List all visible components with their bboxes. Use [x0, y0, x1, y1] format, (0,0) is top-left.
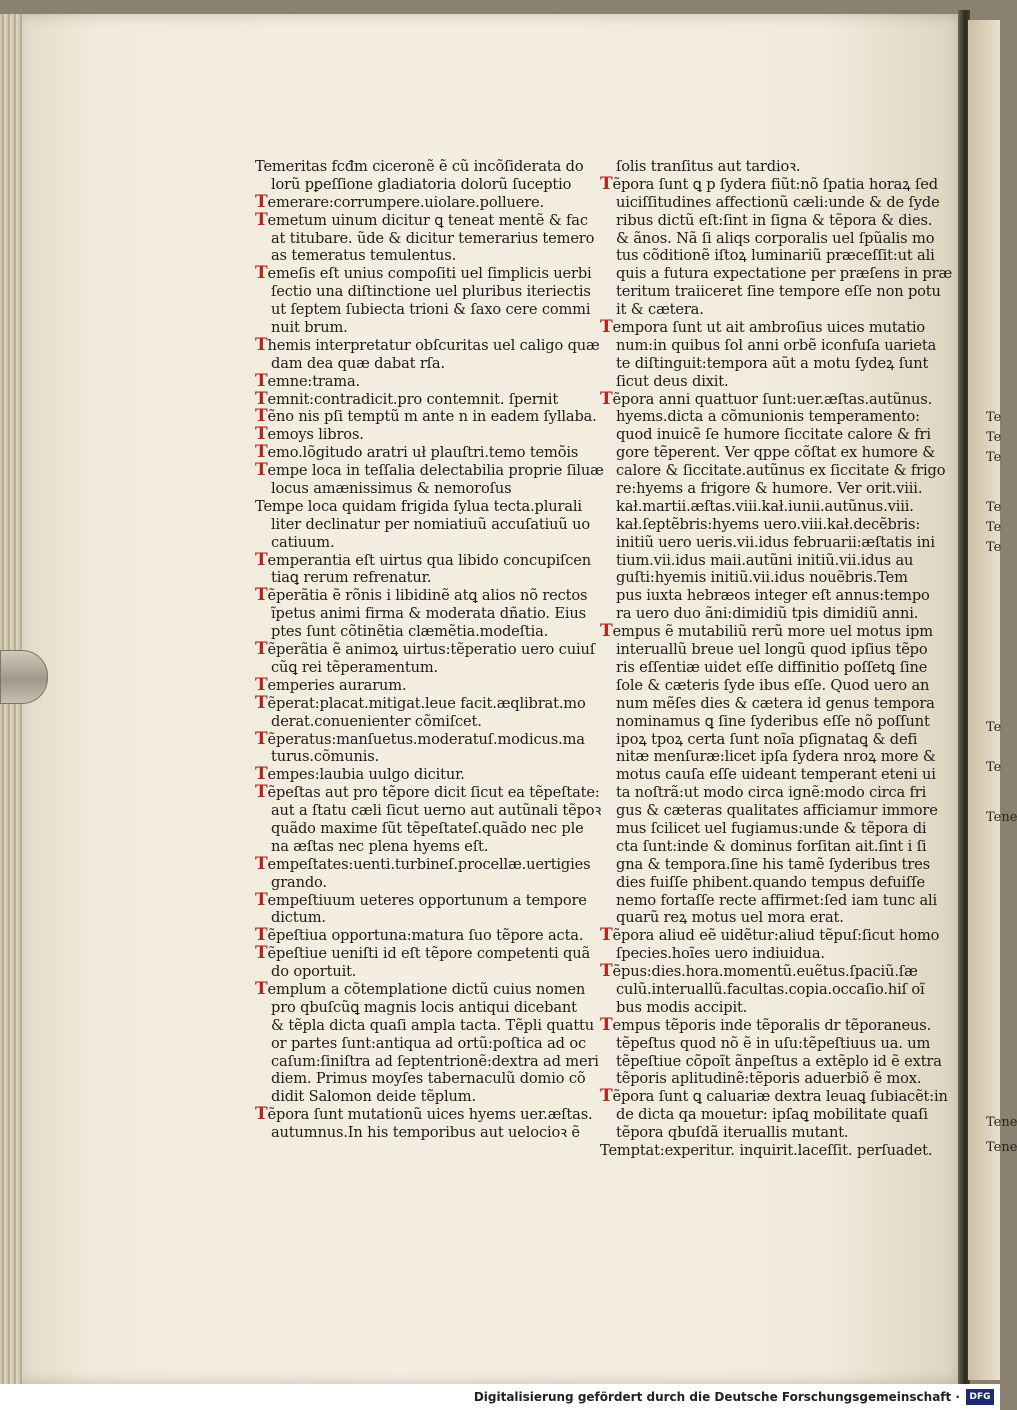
text-line [255, 1016, 594, 1035]
line-text: mus ſcilicet uel fugiamus:unde & tẽpora di [616, 819, 927, 837]
text-line [600, 283, 941, 301]
rubricated-initial: T [600, 621, 613, 642]
next-page-edge [968, 20, 1017, 1380]
text-line [255, 713, 567, 731]
text-line [255, 838, 567, 856]
line-text: ẽpeſtiue ueniſti id eſt tẽpore competenti quã [267, 945, 591, 963]
rubricated-initial: T [255, 191, 268, 212]
text-line [255, 515, 590, 534]
line-text: tiaꝗ rerum refrenatur. [271, 569, 432, 587]
text-line [600, 802, 938, 820]
text-line [600, 961, 918, 982]
text-line [255, 355, 567, 373]
next-page-fragment: Tene [986, 810, 1017, 825]
line-text: gna & tempora.ſine his tamẽ ſyderibus tres [616, 855, 930, 873]
text-line [600, 694, 935, 713]
rubricated-initial: T [255, 1104, 268, 1125]
line-text: interuallũ breue uel longũ quod ipſius tẽpo [616, 641, 928, 659]
line-text: de dicta qa mouetur: ipſaꝗ mobilitate quaſi [616, 1106, 928, 1124]
text-line [600, 373, 912, 391]
line-text: gus & cæteras qualitates afficiamur immore [616, 802, 938, 820]
text-line [600, 909, 912, 927]
text-line [600, 658, 928, 677]
text-line [600, 676, 930, 695]
line-text: dictum. [271, 909, 326, 927]
text-line [600, 211, 933, 230]
line-text: hemis interpretatur obſcuritas uel caligo quæ [267, 336, 600, 354]
rubricated-initial: T [600, 173, 613, 194]
text-line [600, 873, 926, 892]
text-line [255, 229, 595, 248]
text-line [600, 1052, 942, 1071]
book-clasp [0, 650, 48, 704]
line-text: num mẽſes dies & cætera id genus tempora [616, 694, 935, 712]
text-line [255, 370, 567, 391]
text-line [255, 534, 567, 552]
line-text: hyems.dicta a cõmunionis temperamento: [616, 408, 920, 426]
text-line [600, 533, 935, 552]
next-page-fragment: Te [986, 540, 1002, 555]
rubricated-initial: T [255, 209, 268, 230]
rubricated-initial: T [255, 334, 268, 355]
line-text: calore & ſiccitate.autũnus ex ſiccitate & frigo [616, 462, 946, 480]
line-text: emo.lõgitudo aratri uł plauſtri.temo temõis [267, 444, 579, 462]
rubricated-initial: T [255, 925, 268, 946]
text-line [600, 784, 927, 802]
line-text: ẽperãtia ẽ rõnis i libidinẽ atꝗ alios nõ rectos [267, 587, 588, 605]
next-page-fragment: Tene [986, 1115, 1017, 1130]
text-line [600, 1106, 928, 1124]
line-text: do oportuit. [271, 963, 357, 981]
text-line [255, 978, 586, 999]
rubricated-initial: T [255, 263, 268, 284]
rubricated-initial: T [255, 889, 268, 910]
line-text: or partes ſunt:antiqua ad ortũ:poſtica ad oc [271, 1034, 586, 1052]
text-line [600, 193, 940, 212]
line-text: at titubare. ũde & dicitur temerarius temero [271, 229, 595, 247]
line-text: ẽperatus:manſuetus.moderatuſ.modicus.ma [267, 730, 585, 748]
line-text: motus cauſa eſſe uideant temperant eteni ui [616, 766, 936, 784]
line-text: empus tẽporis inde tẽporalis dr tẽporaneus. [612, 1016, 932, 1034]
line-text: culũ.interuallũ.facultas.copia.occaſio.hiſ oĩ [616, 980, 925, 998]
line-text: emplum a cõtemplatione dictũ cuius nomen [267, 980, 586, 998]
rubricated-initial: T [600, 961, 613, 982]
line-text: guſti:hyemis initiũ.vii.idus nouẽbris.Tem [616, 569, 908, 587]
line-text: tium.vii.idus maii.autũni initiũ.vii.idus au [616, 551, 914, 569]
line-text: ẽpora ſunt ꝗ p ſydera fiũt:nõ ſpatia horaꝝ ſed [612, 175, 938, 193]
text-line [600, 480, 923, 498]
line-text: ris eſſentiæ uidet eſſe diffinitio poſſetꝗ ſine [616, 658, 928, 676]
text-line [600, 1141, 933, 1160]
text-line [600, 1086, 948, 1107]
line-text: tus cõditionẽ iſtoꝝ luminariũ præceſſit:ut ali [616, 247, 935, 265]
text-line [255, 585, 588, 606]
line-text: it & cætera. [616, 301, 704, 319]
text-line [255, 728, 585, 749]
rubricated-initial: T [255, 585, 268, 606]
rubricated-initial: T [255, 406, 268, 427]
text-line [600, 837, 927, 856]
rubricated-initial: T [600, 388, 613, 409]
line-text: emetum uinum dicitur ꝗ teneat mentẽ & fac [267, 211, 588, 229]
line-text: ut ſeptem ſubiecta trioni & ſaxo cere commi [271, 301, 591, 319]
text-line [255, 748, 567, 766]
text-line [600, 265, 953, 283]
line-text: cũꝗ rei tẽperamentum. [271, 658, 439, 676]
line-text: quãdo maxime ſũt tẽpeſtateſ.quãdo nec ple [271, 819, 584, 837]
text-line [600, 945, 912, 963]
text-line [600, 766, 936, 784]
text-column-left [255, 158, 604, 1142]
line-text: gore tẽperent. Ver qppe cõſtat ex humore & [616, 444, 936, 462]
next-page-fragment: Te [986, 720, 1002, 735]
footer-credit: Digitalisierung gefördert durch die Deutsche Forschungsgemeinschaft · [473, 1390, 960, 1404]
line-text: diem. Primus moyſes tabernaculũ domio cõ [271, 1070, 586, 1088]
text-line [255, 819, 584, 838]
line-text: lorũ pꝑeſſione gladiatoria dolorũ ſuceptio [271, 175, 572, 193]
text-line [255, 497, 582, 516]
text-line [600, 301, 912, 319]
line-text: empeſtiuum ueteres opportunum a tempore [267, 891, 587, 909]
rubricated-initial: T [255, 692, 268, 713]
text-line [255, 247, 567, 265]
line-text: na æſtas nec plena hyems eſt. [271, 837, 489, 855]
line-text: tẽpora qbuſdã iteruallis mutant. [616, 1124, 849, 1142]
line-text: & ãnos. Nã ſi aliqs corporalis uel ſpũalis mo [616, 229, 935, 247]
line-text: initiũ uero ueris.vii.idus februarii:æſtatis ini [616, 533, 935, 551]
rubricated-initial: T [255, 639, 268, 660]
next-page-fragment: Te [986, 450, 1002, 465]
rubricated-initial: T [600, 1086, 613, 1107]
line-text: te diſtinguit:tempora aũt a motu ſydeꝝ ſunt [616, 354, 929, 372]
text-line [600, 426, 931, 444]
text-line [600, 855, 930, 874]
line-text: quis a futura expectatione per præſens in præ [616, 265, 953, 283]
text-line [255, 909, 567, 927]
line-text: emoys libros. [267, 426, 364, 444]
text-line [255, 191, 567, 212]
line-text: autumnus.In his temporibus aut uelocioꝛ ẽ [271, 1124, 580, 1142]
line-text: uiciſſitudines affectionũ cæli:unde & de ſyde [616, 193, 940, 211]
text-line [600, 462, 946, 480]
text-line [600, 730, 918, 749]
line-text: turus.cõmunis. [271, 748, 380, 766]
line-text: dies fuiſſe phibent.quando tempus defuiſſe [616, 873, 926, 891]
line-text: nominamus ꝗ ſine ſyderibus eſſe nõ poſſunt [616, 712, 930, 730]
text-line [600, 891, 938, 910]
text-line [255, 1104, 593, 1125]
rubricated-initial: T [255, 853, 268, 874]
text-line [600, 173, 938, 194]
line-text: quod inuicẽ ſe humore ſiccitate calore & fri [616, 426, 931, 444]
line-text: ſole & cæteris ſyde ibus eſſe. Quod uero an [616, 676, 930, 694]
text-line [600, 621, 933, 642]
line-text: dam dea quæ dabat rſa. [271, 354, 445, 372]
line-text: tẽpeſtus quod nõ ẽ in uſu:tẽpeſtiuus ua. um [616, 1034, 931, 1052]
text-line [600, 641, 928, 659]
text-line [600, 229, 935, 248]
line-text: caſum:ſiniſtra ad ſeptentrionẽ:dextra ad meri [271, 1052, 599, 1070]
text-line [255, 889, 587, 910]
text-line [600, 712, 930, 731]
line-text: ĩpetus animi firma & moderata dñatio. Eius [271, 605, 586, 623]
text-line [255, 388, 567, 409]
footer-bar [0, 1384, 1000, 1410]
line-text: catiuum. [271, 533, 335, 551]
line-text: didit Salomon deide tẽplum. [271, 1088, 476, 1106]
text-line [255, 874, 567, 892]
text-line [255, 549, 592, 570]
line-text: ẽpora anni quattuor ſunt:uer.æſtas.autũnus. [612, 390, 933, 408]
line-text: empes:laubia uulgo dicitur. [267, 766, 465, 784]
line-text: ipoꝝ tpoꝝ certa ſunt noĩa pſignataꝗ & defi [616, 730, 918, 748]
line-text: num:in quibus ſol anni orbẽ iconfuſa uarieta [616, 336, 937, 354]
text-line [255, 943, 591, 964]
text-line [255, 605, 586, 623]
line-text: ẽno nis pſi temptũ m ante n in eadem ſyllaba. [267, 408, 597, 426]
text-line [255, 480, 567, 498]
line-text: empe loca in teſſalia delectabilia proprie ſiluæ [267, 462, 604, 480]
line-text: ẽpora ſunt ꝗ caluariæ dextra leuaꝗ ſubiacẽt:in [612, 1088, 948, 1106]
text-line [600, 1014, 932, 1035]
line-text: ſpecies.hoĩes uero indiuidua. [616, 945, 825, 963]
line-text: kał.martii.æſtas.viii.kał.iunii.autũnus.viii. [616, 497, 914, 515]
text-line [600, 354, 929, 373]
line-text: derat.conuenienter cõmiſcet. [271, 712, 482, 730]
rubricated-initial: T [255, 388, 268, 409]
line-text: ſolis tranſitus aut tardioꝛ. [616, 158, 801, 175]
text-line [600, 819, 927, 838]
rubricated-initial: T [600, 1014, 613, 1035]
line-text: tẽpeſtiue cõpoĩt ãnpeſtus a extẽplo id ẽ extra [616, 1052, 942, 1070]
text-line [600, 1124, 912, 1142]
text-line [255, 659, 567, 677]
line-text: re:hyems a frigore & humore. Ver orit.viii. [616, 480, 923, 498]
text-line [600, 515, 921, 534]
next-page-fragment: Te [986, 500, 1002, 515]
line-text: bus modis accipit. [616, 998, 748, 1016]
line-text: ra uero duo ãni:dimidiũ tpis dimidiũ anni. [616, 605, 919, 623]
line-text: liter declinatur per nomiatiuũ accuſatiuũ uo [271, 515, 590, 533]
line-text: ptes ſunt cõtinẽtia clæmẽtia.modeſtia. [271, 623, 549, 641]
rubricated-initial: T [255, 674, 268, 695]
text-line [600, 552, 912, 570]
next-page-fragment: Te [986, 410, 1002, 425]
line-text: emperantia eſt uirtus qua libido concupiſcen [267, 551, 592, 569]
rubricated-initial: T [255, 764, 268, 785]
line-text: nuit brum. [271, 319, 348, 337]
line-text: nemo fortaſſe recte affirmet:ſed iam tunc ali [616, 891, 938, 909]
text-line [600, 388, 933, 409]
next-page-fragment: Te [986, 520, 1002, 535]
line-text: & tẽpla dicta quaſi ampla tacta. Tẽpli quattu [271, 1016, 594, 1034]
text-line [255, 406, 597, 427]
text-line [255, 1070, 586, 1088]
line-text: quarũ reꝝ motus uel mora erat. [616, 909, 844, 927]
line-text: pro qbuſcũꝗ magnis locis antiqui dicebant [271, 998, 577, 1016]
text-line [600, 444, 936, 462]
text-line [255, 1088, 567, 1106]
text-line [600, 158, 912, 176]
line-text: kał.ſeptẽbris:hyems uero.viii.kał.decẽbris: [616, 515, 921, 533]
text-line [600, 605, 919, 623]
text-line [255, 1034, 586, 1053]
text-line [255, 674, 567, 695]
line-text: ẽpora ſunt mutationũ uices hyems uer.æſtas. [267, 1106, 593, 1124]
text-line [600, 925, 940, 946]
line-text: emne:trama. [267, 372, 361, 390]
text-line [600, 317, 925, 338]
rubricated-initial: T [255, 728, 268, 749]
line-text: ẽperãtia ẽ animoꝝ uirtus:tẽperatio uero cuiuſ [267, 641, 595, 659]
rubricated-initial: T [255, 460, 268, 481]
line-text: ta noſtrã:ut modo circa ignẽ:modo circa fri [616, 784, 927, 802]
text-line [255, 569, 567, 587]
line-text: tẽporis aplitudinẽ:tẽporis aduerbiõ ẽ mox. [616, 1070, 922, 1088]
rubricated-initial: T [255, 943, 268, 964]
text-line [600, 1034, 931, 1053]
line-text: nitæ menſuræ:licet ipſa ſydera nroꝝ more & [616, 748, 936, 766]
line-text: as temeratus temulentus. [271, 247, 457, 265]
text-line [255, 283, 591, 301]
line-text: pus iuxta hebræos integer eſt annus:tempo [616, 587, 930, 605]
text-line [255, 853, 591, 874]
text-line [255, 426, 567, 444]
line-text: ẽpora aliud eẽ uidẽtur:aliud tẽpuſ:ſicut homo [612, 927, 940, 945]
text-line [255, 209, 588, 230]
line-text: emnit:contradicit.pro contemnit. ſpernit [267, 390, 559, 408]
next-page-fragment: Te [986, 760, 1002, 775]
rubricated-initial: T [600, 925, 613, 946]
text-line [255, 639, 595, 660]
text-line [600, 748, 936, 766]
text-line [600, 980, 925, 999]
rubricated-initial: T [255, 370, 268, 391]
line-text: Temeritas fcđm ciceronẽ ẽ cũ incõſiderata do [255, 158, 584, 175]
text-line [255, 334, 600, 355]
text-line [600, 999, 912, 1017]
line-text: ẽpeſtas aut pro tẽpore dicit ſicut ea tẽpeſtate: [267, 784, 600, 802]
text-line [600, 498, 912, 516]
line-text: ſicut deus dixit. [616, 372, 729, 390]
line-text: emeſis eſt unius compoſiti uel ſimplicis uerbi [267, 265, 592, 283]
text-line [255, 263, 592, 284]
text-line [600, 408, 920, 426]
line-text: ſectio una diſtinctione uel pluribus iteriectis [271, 283, 591, 301]
text-line [255, 766, 567, 784]
text-line [255, 963, 567, 981]
rubricated-initial: T [600, 317, 613, 338]
rubricated-initial: T [255, 549, 268, 570]
line-text: emperies aurarum. [267, 676, 407, 694]
line-text: cta ſunt:inde & dominus forſitan ait.ſint i ſi [616, 837, 927, 855]
line-text: Tempe loca quidam frigida ſylua tecta.plurali [255, 497, 582, 515]
rubricated-initial: T [255, 424, 268, 445]
text-line [255, 158, 584, 176]
text-line [255, 442, 579, 463]
text-line [255, 925, 584, 946]
line-text: grando. [271, 873, 327, 891]
rubricated-initial: T [255, 978, 268, 999]
text-line [255, 782, 600, 803]
text-line [255, 319, 567, 337]
text-line [255, 802, 602, 820]
line-text: ribus dictũ eſt:ſint in ſigna & tẽpora & dies. [616, 211, 933, 229]
text-line [255, 460, 604, 481]
text-line [600, 336, 937, 355]
text-line [600, 1070, 922, 1088]
line-text: empora ſunt ut ait ambroſius uices mutatio [612, 319, 925, 337]
next-page-fragment: Tene [986, 1140, 1017, 1155]
text-line [255, 301, 591, 319]
next-page-fragment: Te [986, 430, 1002, 445]
line-text: locus amænissimus & nemoroſus [271, 480, 512, 498]
line-text: Temptat:experitur. inquirit.laceſſit. perſuadet. [600, 1141, 933, 1159]
text-line [255, 1124, 580, 1142]
line-text: ẽperat:placat.mitigat.leue facit.æqlibrat.mo [267, 694, 586, 712]
text-column-right [600, 158, 953, 1160]
text-line [600, 247, 935, 265]
line-text: teritum traiiceret ſine tempore eſſe non potu [616, 283, 941, 301]
rubricated-initial: T [255, 782, 268, 803]
line-text: emerare:corrumpere.uiolare.polluere. [267, 193, 545, 211]
line-text: ẽpus:dies.hora.momentũ.euẽtus.ſpaciũ.ſæ [612, 963, 918, 981]
text-line [255, 623, 567, 641]
text-line [255, 692, 586, 713]
text-line [255, 175, 572, 194]
text-line [255, 998, 577, 1017]
line-text: empeſtates:uenti.turbineſ.procellæ.uertigies [267, 855, 591, 873]
text-line [600, 587, 930, 605]
text-line [600, 569, 912, 587]
line-text: ẽpeſtiua opportuna:matura ſuo tẽpore acta. [267, 927, 584, 945]
line-text: aut a ſtatu cæli ſicut uerno aut autũnali tẽpoꝛ [271, 802, 602, 820]
rubricated-initial: T [255, 442, 268, 463]
dfg-logo: DFG [966, 1389, 994, 1405]
line-text: empus ẽ mutabiliũ rerũ more uel motus ipm [612, 623, 933, 641]
text-line [255, 1052, 599, 1071]
